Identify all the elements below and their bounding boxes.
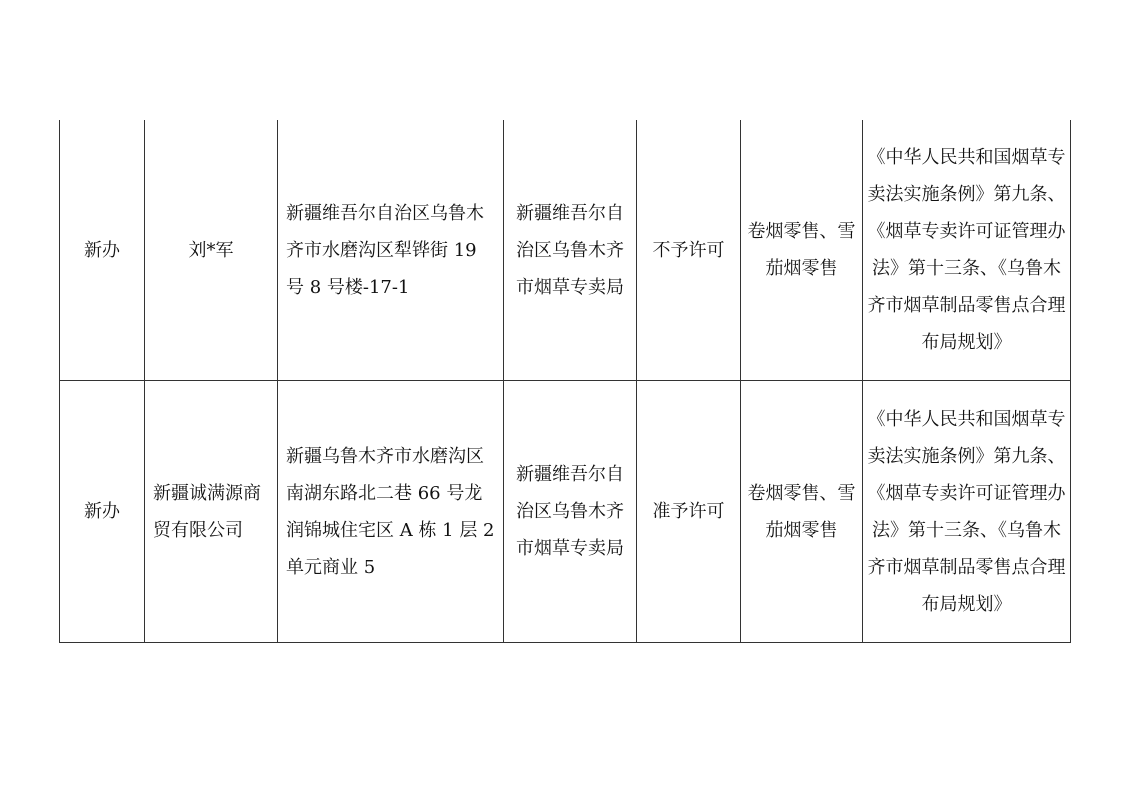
table-row: [60, 381, 1071, 643]
licensing-authority-cell: 新疆维吾尔自治区乌鲁木齐市烟草专卖局: [504, 120, 637, 381]
decision-result-cell: 准予许可: [637, 381, 741, 643]
applicant-name-cell: 刘*军: [145, 120, 278, 381]
application-type-cell: 新办: [60, 381, 145, 643]
business-address-cell: 新疆维吾尔自治区乌鲁木齐市水磨沟区犁铧街 19 号 8 号楼-17-1: [278, 120, 504, 381]
decision-result-cell: 不予许可: [637, 120, 741, 381]
license-table: [59, 120, 1071, 643]
business-scope-cell: 卷烟零售、雪茄烟零售: [741, 120, 863, 381]
business-scope-cell: 卷烟零售、雪茄烟零售: [741, 381, 863, 643]
business-address-cell: 新疆乌鲁木齐市水磨沟区南湖东路北二巷 66 号龙润锦城住宅区 A 栋 1 层 2 单元商业 5: [278, 381, 504, 643]
table-row: [60, 120, 1071, 381]
applicant-name-cell: 新疆诚满源商贸有限公司: [145, 381, 278, 643]
legal-basis-cell: 《中华人民共和国烟草专卖法实施条例》第九条、《烟草专卖许可证管理办法》第十三条、《乌鲁木齐市烟草制品零售点合理布局规划》: [863, 381, 1071, 643]
application-type-cell: 新办: [60, 120, 145, 381]
legal-basis-cell: 《中华人民共和国烟草专卖法实施条例》第九条、《烟草专卖许可证管理办法》第十三条、《乌鲁木齐市烟草制品零售点合理布局规划》: [863, 120, 1071, 381]
licensing-authority-cell: 新疆维吾尔自治区乌鲁木齐市烟草专卖局: [504, 381, 637, 643]
license-table-wrapper: [59, 120, 1070, 643]
